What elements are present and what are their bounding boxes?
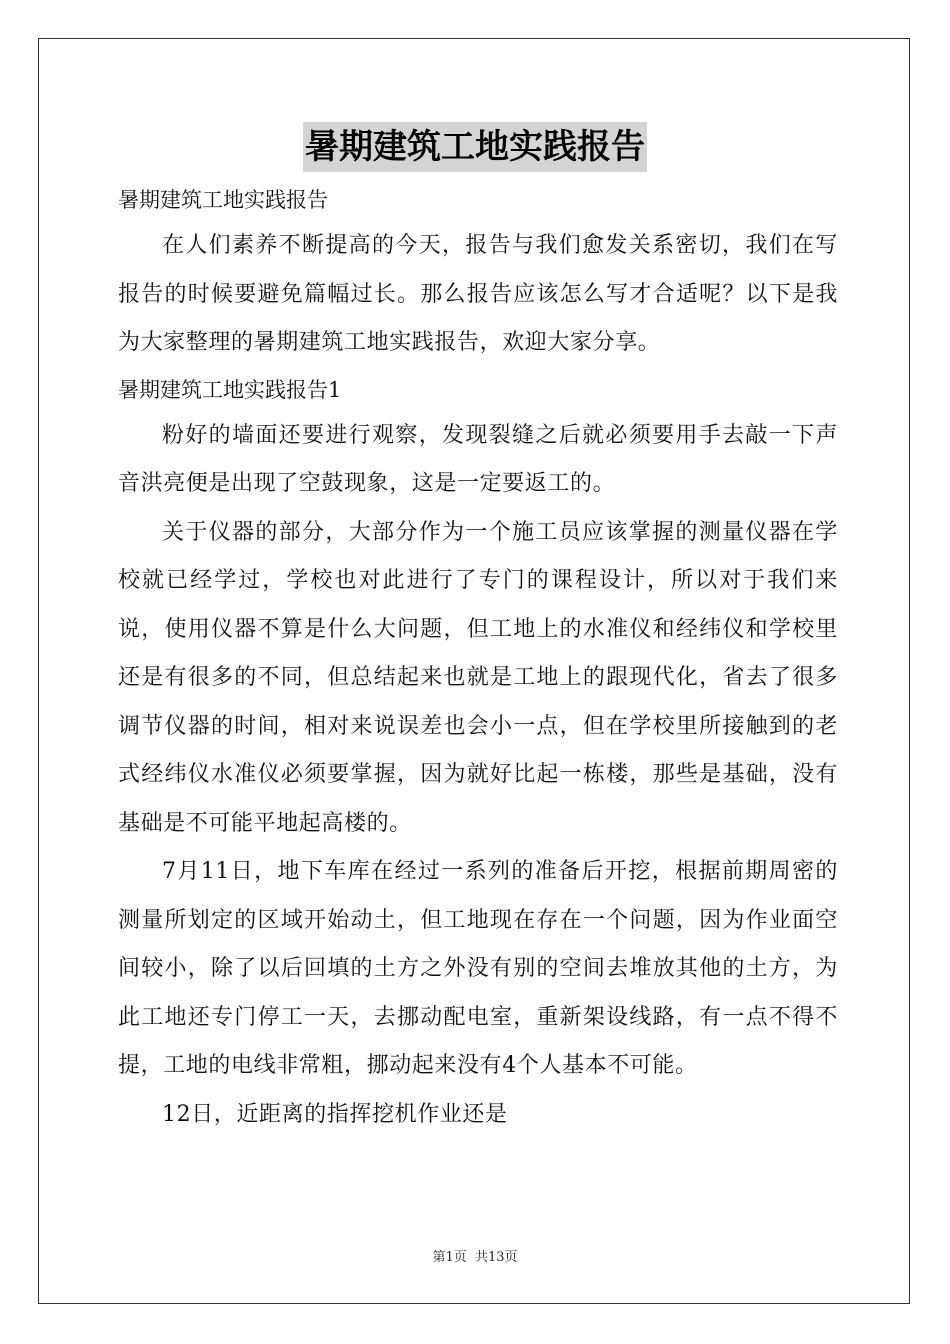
body-paragraph: 7月11日，地下车库在经过一系列的准备后开挖，根据前期周密的测量所划定的区域开始动土，但工地现在存在一个问题，因为作业面空间较小，除了以后回填的土方之外没有别的空间去堆放其他的土方，为此工地还专门停工一天，去挪动配电室，重新架设线路，有一点不得不提，工地的电线非常粗，挪动起来没有4个人基本不可能。: [118, 859, 838, 1078]
page-number: 第1页: [432, 1250, 467, 1265]
body-paragraph: 关于仪器的部分，大部分作为一个施工员应该掌握的测量仪器在学校就已经学过，学校也对此进行了专门的课程设计，所以对于我们来说，使用仪器不算是什么大问题，但工地上的水准仪和经纬仪和学校里还是有很多的不同，但总结起来也就是工地上的跟现代化，省去了很多调节仪器的时间，相对来说误差也会小一点，但在学校里所接触到的老式经纬仪水准仪必须要掌握，因为就好比起一栋楼，那些是基础，没有基础是不可能平地起高楼的。: [118, 519, 838, 836]
intro-paragraph: 在人们素养不断提高的今天，报告与我们愈发关系密切，我们在写报告的时候要避免篇幅过长。那么报告应该怎么写才合适呢？以下是我为大家整理的暑期建筑工地实践报告，欢迎大家分享。: [118, 233, 838, 355]
body-paragraph: 粉好的墙面还要进行观察，发现裂缝之后就必须要用手去敲一下声音洪亮便是出现了空鼓现象，这是一定要返工的。: [118, 422, 838, 496]
page-footer: [0, 1246, 950, 1265]
total-pages: 共13页: [474, 1250, 518, 1265]
body-paragraph: 12日，近距离的指挥挖机作业还是: [162, 1101, 508, 1127]
document-title: 暑期建筑工地实践报告: [303, 122, 647, 172]
section-heading: 暑期建筑工地实践报告1: [118, 377, 342, 402]
subtitle-line: 暑期建筑工地实践报告: [118, 188, 328, 212]
title-container: [0, 122, 950, 172]
document-body: [118, 178, 838, 1139]
